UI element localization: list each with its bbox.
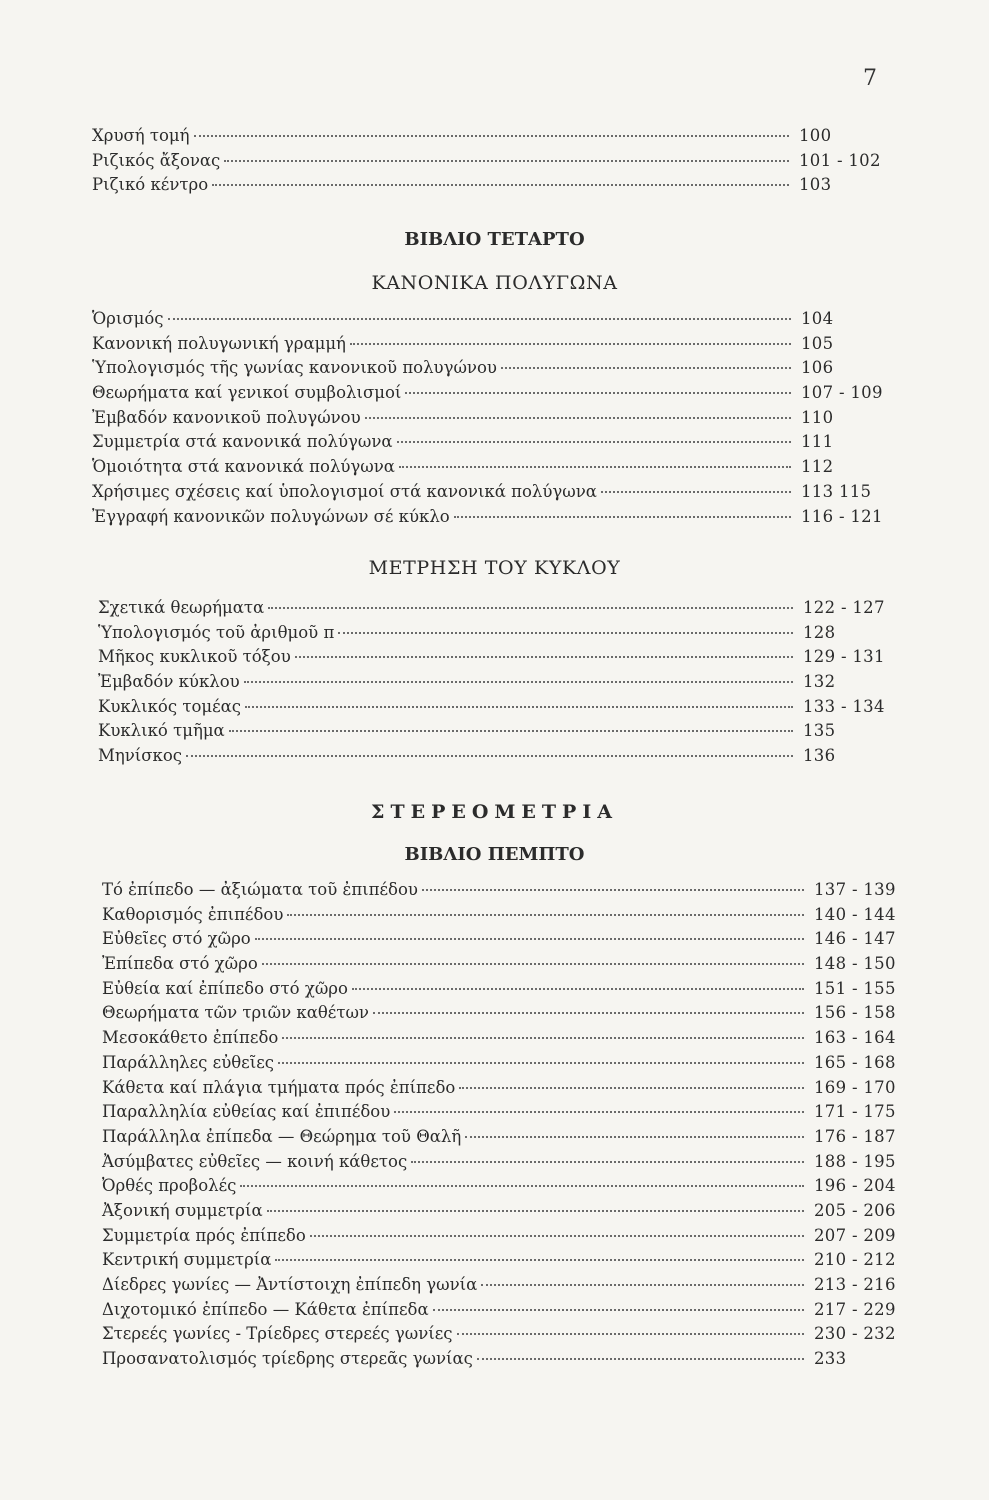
toc-entry-title: Συμμετρία πρός ἐπίπεδο bbox=[102, 1225, 306, 1245]
toc-entry-pages: 110 bbox=[801, 407, 834, 427]
toc-entry bbox=[102, 1226, 902, 1251]
toc-entry bbox=[102, 880, 902, 905]
toc-entry-pages: 116 - 121 bbox=[801, 506, 883, 526]
toc-entry bbox=[98, 647, 891, 672]
toc-entry-title: Παραλληλία εὐθείας καί ἐπιπέδου bbox=[102, 1102, 391, 1122]
toc-section-regular-polygons bbox=[0, 309, 989, 531]
toc-leader-dots bbox=[282, 1037, 804, 1039]
toc-entry-title: Εὐθεῖες στό χῶρο bbox=[102, 929, 251, 949]
toc-entry-title: Κυκλικό τμῆμα bbox=[98, 721, 225, 741]
toc-leader-dots bbox=[255, 938, 804, 940]
book5-heading: ΒΙΒΛΙΟ ΠΕΜΠΤΟ bbox=[404, 844, 585, 865]
toc-leader-dots bbox=[310, 1235, 804, 1237]
toc-entry bbox=[102, 1275, 902, 1300]
toc-entry-title: Εὐθεία καί ἐπίπεδο στό χῶρο bbox=[102, 978, 348, 998]
toc-entry bbox=[102, 929, 902, 954]
toc-leader-dots bbox=[394, 1111, 804, 1113]
toc-leader-dots bbox=[365, 417, 791, 419]
toc-leader-dots bbox=[267, 1210, 804, 1212]
toc-entry-pages: 111 bbox=[801, 432, 834, 452]
toc-entry-title: Σχετικά θεωρήματα bbox=[98, 598, 265, 617]
toc-entry-pages: 217 - 229 bbox=[814, 1299, 896, 1319]
toc-leader-dots bbox=[477, 1358, 804, 1360]
toc-entry-title: Τό ἐπίπεδο — ἀξιώματα τοῦ ἐπιπέδου bbox=[102, 880, 418, 899]
chapter-circle-measurement-heading: ΜΕΤΡΗΣΗ ΤΟΥ ΚΥΚΛΟΥ bbox=[368, 557, 621, 579]
toc-entry-title: Μηνίσκος bbox=[98, 746, 183, 766]
toc-entry-pages: 128 bbox=[803, 622, 836, 642]
toc-entry-title: Ἐμβαδόν κανονικοῦ πολυγώνου bbox=[92, 407, 361, 427]
toc-entry-title: Κάθετα καί πλάγια τμήματα πρός ἐπίπεδο bbox=[102, 1077, 456, 1097]
toc-entry-title: Παράλληλες εὐθεῖες bbox=[102, 1052, 274, 1072]
toc-entry-title: Ὑπολογισμός τῆς γωνίας κανονικοῦ πολυγώνου bbox=[92, 358, 497, 378]
toc-entry bbox=[102, 1028, 902, 1053]
toc-entry-pages: 107 - 109 bbox=[801, 383, 883, 403]
toc-entry-pages: 106 bbox=[801, 358, 834, 378]
toc-list bbox=[98, 598, 891, 771]
toc-leader-dots bbox=[433, 1309, 804, 1311]
toc-entry-pages: 113 115 bbox=[801, 481, 872, 501]
toc-leader-dots bbox=[422, 889, 804, 891]
toc-leader-dots bbox=[501, 367, 791, 369]
toc-leader-dots bbox=[454, 516, 791, 518]
toc-entry-pages: 196 - 204 bbox=[814, 1176, 896, 1196]
toc-entry-pages: 112 bbox=[801, 457, 834, 477]
toc-entry-title: Ἐγγραφή κανονικῶν πολυγώνων σέ κύκλο bbox=[92, 506, 450, 526]
toc-leader-dots bbox=[481, 1284, 804, 1286]
toc-entry-title: Ριζικό κέντρο bbox=[92, 175, 209, 195]
toc-entry bbox=[102, 979, 902, 1004]
toc-entry-title: Ὁμοιότητα στά κανονικά πολύγωνα bbox=[92, 457, 395, 477]
toc-entry-title: Ἐπίπεδα στό χῶρο bbox=[102, 954, 258, 974]
toc-entry bbox=[102, 1201, 902, 1226]
toc-entry-title: Κεντρική συμμετρία bbox=[102, 1250, 272, 1270]
toc-leader-dots bbox=[601, 491, 791, 493]
toc-entry-pages: 105 bbox=[801, 333, 834, 353]
toc-entry bbox=[92, 358, 889, 383]
toc-leader-dots bbox=[457, 1333, 804, 1335]
toc-entry-pages: 213 - 216 bbox=[814, 1275, 896, 1294]
toc-entry bbox=[102, 1102, 902, 1127]
toc-entry-title: Διχοτομικό ἐπίπεδο — Κάθετα ἐπίπεδα bbox=[102, 1299, 429, 1319]
toc-entry-pages: 169 - 170 bbox=[814, 1077, 896, 1097]
toc-entry bbox=[102, 1349, 902, 1374]
toc-leader-dots bbox=[352, 988, 804, 990]
toc-section-circle-measurement bbox=[0, 598, 989, 771]
toc-entry-pages: 176 - 187 bbox=[814, 1126, 896, 1146]
toc-entry bbox=[92, 408, 889, 433]
toc-leader-dots bbox=[465, 1136, 804, 1138]
toc-entry-pages: 101 - 102 bbox=[799, 150, 881, 170]
toc-entry bbox=[92, 334, 889, 359]
toc-entry-pages: 156 - 158 bbox=[814, 1003, 896, 1023]
toc-entry bbox=[92, 482, 889, 507]
toc-entry-title: Ὑπολογισμός τοῦ ἀριθμοῦ π bbox=[98, 622, 335, 642]
toc-entry-pages: 165 - 168 bbox=[814, 1052, 896, 1072]
toc-entry bbox=[98, 746, 891, 771]
toc-entry bbox=[98, 672, 891, 697]
toc-entry-title: Στερεές γωνίες - Τρίεδρες στερεές γωνίες bbox=[102, 1324, 453, 1344]
toc-section-intro bbox=[0, 126, 989, 200]
toc-entry-pages: 129 - 131 bbox=[803, 647, 885, 667]
toc-leader-dots bbox=[405, 392, 791, 394]
toc-entry-title: Μῆκος κυκλικοῦ τόξου bbox=[98, 647, 291, 667]
toc-entry-title: Ὀρθές προβολές bbox=[102, 1176, 237, 1196]
toc-entry bbox=[102, 1324, 902, 1349]
toc-entry bbox=[102, 1152, 902, 1177]
toc-entry bbox=[92, 309, 889, 334]
toc-entry bbox=[92, 432, 889, 457]
toc-entry bbox=[98, 598, 891, 623]
toc-entry-title: Μεσοκάθετο ἐπίπεδο bbox=[102, 1028, 279, 1048]
toc-entry-pages: 148 - 150 bbox=[814, 954, 896, 974]
toc-list bbox=[102, 880, 902, 1374]
toc-leader-dots bbox=[338, 632, 793, 634]
toc-leader-dots bbox=[168, 318, 791, 320]
toc-entry-title: Δίεδρες γωνίες — Ἀντίστοιχη ἐπίπεδη γωνία bbox=[102, 1275, 478, 1294]
toc-leader-dots bbox=[194, 135, 789, 137]
toc-entry-pages: 122 - 127 bbox=[803, 598, 885, 617]
toc-entry-pages: 133 - 134 bbox=[803, 696, 885, 716]
toc-entry bbox=[92, 151, 887, 176]
toc-entry bbox=[102, 954, 902, 979]
toc-leader-dots bbox=[224, 160, 789, 162]
toc-entry-title: Ἐμβαδόν κύκλου bbox=[98, 672, 240, 692]
toc-entry-title: Ὁρισμός bbox=[92, 309, 164, 328]
toc-leader-dots bbox=[373, 1012, 804, 1014]
toc-entry bbox=[92, 126, 887, 151]
toc-entry bbox=[92, 507, 889, 532]
toc-entry bbox=[102, 1127, 902, 1152]
toc-entry bbox=[102, 1176, 902, 1201]
toc-entry bbox=[92, 457, 889, 482]
toc-section-book5 bbox=[0, 880, 989, 1374]
toc-leader-dots bbox=[411, 1161, 804, 1163]
toc-entry bbox=[102, 1250, 902, 1275]
toc-entry-title: Χρυσή τομή bbox=[92, 126, 190, 145]
toc-leader-dots bbox=[245, 706, 793, 708]
toc-entry-title: Κανονική πολυγωνική γραμμή bbox=[92, 333, 346, 353]
toc-entry-pages: 104 bbox=[801, 309, 834, 328]
chapter-regular-polygons-heading: ΚΑΝΟΝΙΚΑ ΠΟΛΥΓΩΝΑ bbox=[371, 272, 618, 294]
toc-leader-dots bbox=[268, 607, 793, 609]
toc-entry bbox=[102, 905, 902, 930]
toc-entry-title: Χρήσιμες σχέσεις καί ὑπολογισμοί στά κανονικά πολύγωνα bbox=[92, 481, 597, 501]
book4-heading: ΒΙΒΛΙΟ ΤΕΤΑΡΤΟ bbox=[404, 229, 585, 250]
toc-leader-dots bbox=[350, 343, 791, 345]
toc-entry-pages: 207 - 209 bbox=[814, 1225, 896, 1245]
toc-entry-pages: 230 - 232 bbox=[814, 1324, 896, 1344]
toc-leader-dots bbox=[244, 681, 793, 683]
toc-entry-title: Παράλληλα ἐπίπεδα — Θεώρημα τοῦ Θαλῆ bbox=[102, 1126, 462, 1146]
toc-entry bbox=[102, 1003, 902, 1028]
toc-entry-pages: 210 - 212 bbox=[814, 1250, 896, 1270]
toc-entry-pages: 188 - 195 bbox=[814, 1151, 896, 1171]
toc-leader-dots bbox=[186, 755, 793, 757]
page-number: 7 bbox=[863, 66, 877, 91]
toc-entry bbox=[98, 721, 891, 746]
toc-entry-pages: 100 bbox=[799, 126, 832, 145]
toc-list bbox=[92, 126, 887, 200]
toc-entry bbox=[102, 1078, 902, 1103]
toc-leader-dots bbox=[275, 1259, 804, 1261]
toc-leader-dots bbox=[212, 184, 789, 186]
toc-leader-dots bbox=[295, 656, 793, 658]
toc-entry-pages: 103 bbox=[799, 175, 832, 195]
toc-entry-pages: 137 - 139 bbox=[814, 880, 896, 899]
toc-entry bbox=[102, 1053, 902, 1078]
toc-leader-dots bbox=[459, 1087, 804, 1089]
toc-entry-title: Θεωρήματα καί γενικοί συμβολισμοί bbox=[92, 383, 402, 403]
toc-entry bbox=[92, 175, 887, 200]
toc-entry bbox=[98, 697, 891, 722]
toc-entry bbox=[98, 623, 891, 648]
toc-leader-dots bbox=[287, 914, 804, 916]
toc-entry-pages: 233 bbox=[814, 1349, 847, 1369]
toc-entry-title: Καθορισμός ἐπιπέδου bbox=[102, 904, 284, 924]
toc-entry-pages: 136 bbox=[803, 746, 836, 766]
toc-entry-title: Θεωρήματα τῶν τριῶν καθέτων bbox=[102, 1003, 369, 1023]
toc-entry bbox=[92, 383, 889, 408]
toc-leader-dots bbox=[262, 963, 804, 965]
toc-entry-title: Ριζικός ἄξονας bbox=[92, 150, 221, 170]
toc-leader-dots bbox=[399, 466, 791, 468]
toc-entry-pages: 151 - 155 bbox=[814, 978, 896, 998]
toc-entry-title: Συμμετρία στά κανονικά πολύγωνα bbox=[92, 432, 393, 452]
toc-entry-pages: 163 - 164 bbox=[814, 1028, 896, 1048]
toc-leader-dots bbox=[229, 730, 793, 732]
toc-entry-title: Ἀξονική συμμετρία bbox=[102, 1200, 263, 1220]
toc-entry-title: Προσανατολισμός τρίεδρης στερεᾶς γωνίας bbox=[102, 1349, 473, 1369]
toc-entry-pages: 132 bbox=[803, 672, 836, 692]
toc-entry-pages: 146 - 147 bbox=[814, 929, 896, 949]
toc-leader-dots bbox=[397, 441, 791, 443]
toc-entry-title: Ἀσύμβατες εὐθεῖες — κοινή κάθετος bbox=[102, 1151, 408, 1171]
toc-leader-dots bbox=[240, 1185, 804, 1187]
toc-list bbox=[92, 309, 889, 531]
toc-entry-pages: 171 - 175 bbox=[814, 1102, 896, 1122]
toc-entry-pages: 135 bbox=[803, 721, 836, 741]
toc-leader-dots bbox=[278, 1062, 804, 1064]
toc-entry bbox=[102, 1300, 902, 1325]
toc-entry-pages: 205 - 206 bbox=[814, 1200, 896, 1220]
toc-entry-title: Κυκλικός τομέας bbox=[98, 696, 242, 716]
toc-entry-pages: 140 - 144 bbox=[814, 904, 896, 924]
stereometry-heading: ΣΤΕΡΕΟΜΕΤΡΙΑ bbox=[371, 801, 618, 823]
